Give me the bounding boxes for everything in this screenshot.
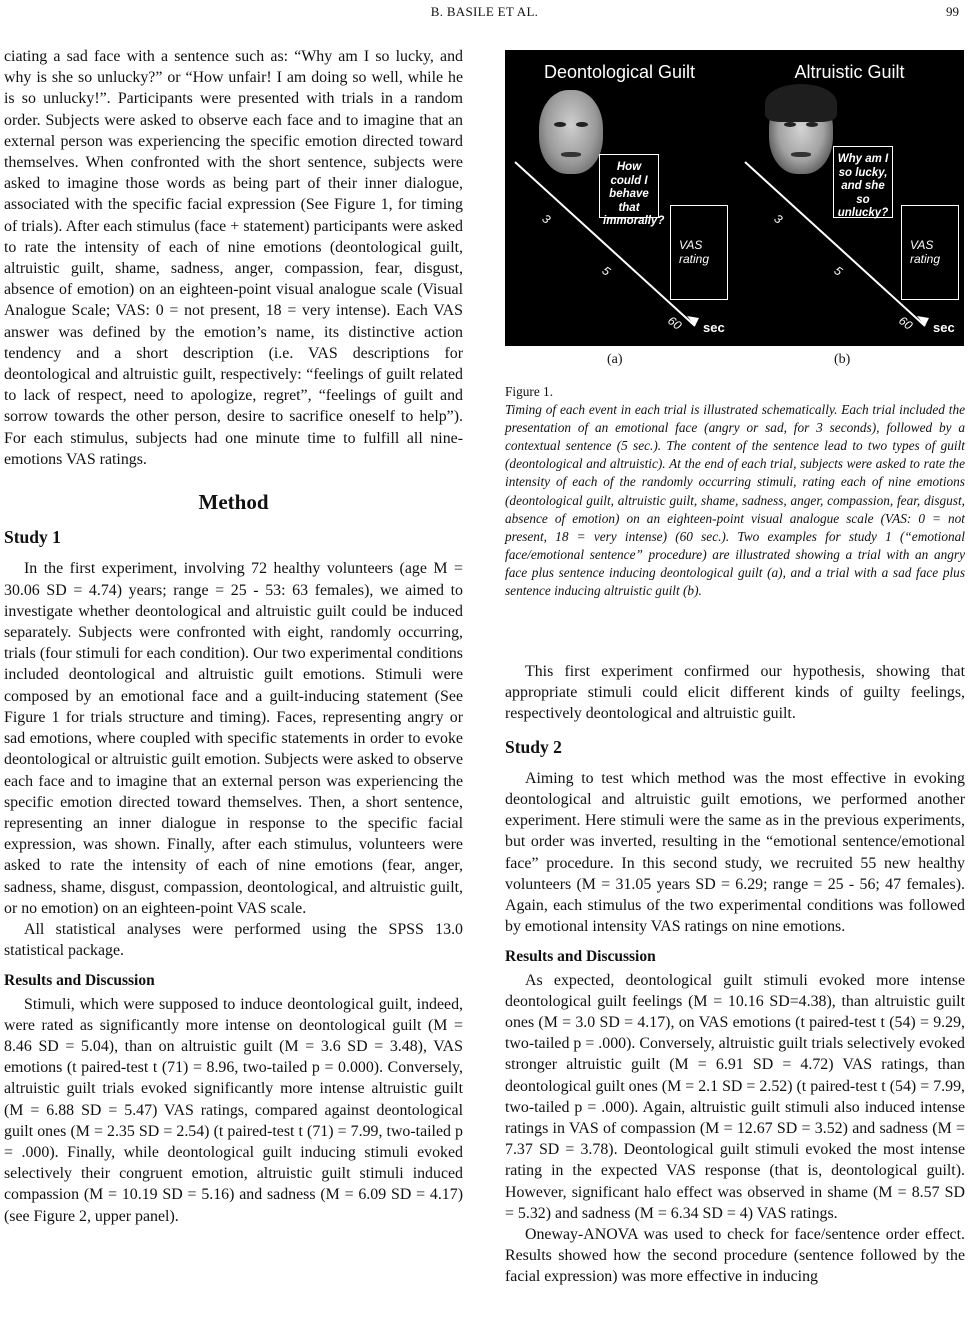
figure-panel-b: [735, 50, 964, 346]
label-b: (b): [834, 352, 851, 367]
panel-b-title: Altruistic Guilt: [794, 62, 905, 82]
results1-paragraph: Stimuli, which were supposed to induce deontological guilt, indeed, were rated as significantly more intense on deontological guilt (M = 8.46 SD = 5.04), than on altruistic guilt (M = 3.6 SD = 3.48), VAS emotions (t paired-test t (71) = 8.96, two-tailed p = 0.000). Conversely, altruistic guilt trials evoked significantly more intense altruistic guilt (M = 6.88 SD = 5.47) VAS ratings, compared against deontological guilt ones (M = 2.35 SD = 2.54) (t paired-test t (71) = 7.99, two-tailed p = .000). Finally, while deontological guilt inducing stimuli evoked selectively their congruent emotion, altruistic guilt stimuli induced compassion (M = 10.19 SD = 5.16) and sadness (M = 6.09 SD = 4.17) (see Figure 2, upper panel).: [4, 995, 463, 1225]
panel-a-sentence-box: How could I behave that immorally?: [599, 154, 659, 218]
study2-heading: Study 2: [505, 736, 562, 757]
panel-b-tick-3: 3: [771, 211, 786, 227]
panel-a-tick-5: 5: [599, 263, 614, 279]
left-column: [4, 46, 463, 1227]
study1-heading: Study 1: [4, 527, 61, 548]
study1-paragraph-2: All statistical analyses were performed using the SPSS 13.0 statistical package.: [4, 920, 463, 960]
study1-paragraph-1: In the first experiment, involving 72 healthy volunteers (age M = 30.06 SD = 4.74) years; range = 25 - 53: 63 females), we aimed to investigate whether deontological and altruistic guilt could be induced separately. Subjects were confronted with eight, randomly occurring, trials (four stimuli for each condition). Our two experimental conditions included deontological and altruistic guilt emotions. Stimuli were composed by an emotional face and a guilt-inducing statement (See Figure 1 for trials structure and timing). Faces, representing angry or sad emotions, where coupled with specific statements in order to evoke deontological or altruistic guilt emotion. Subjects were asked to observe each face and to imagine that an external person was experiencing the specific emotion directed toward themselves. Then, a short sentence, representing an inner dialogue in response to the specific facial expression, was shown. Finally, after each stimulus, volunteers were asked to rate the intensity of each of nine emotions (fear, anger, sadness, shame, disgust, compassion, deontological, and altruistic guilt, or no emotion) on an eighteen-point VAS scale.: [4, 560, 463, 917]
results2-paragraph-2: Oneway-ANOVA was used to check for face/sentence order effect. Results showed how the second procedure (sentence followed by the facial expression) was more effective in inducing: [505, 1226, 965, 1286]
panel-b-tick-60: 60: [896, 313, 916, 333]
figure-1: [505, 50, 964, 346]
panel-a-tick-3: 3: [539, 211, 554, 227]
intro-paragraph: ciating a sad face with a sentence such as: “Why am I so lucky, and why is she so unlucky?” or “How unfair! I am doing so well, while he is so unlucky!”. Participants were presented with trials in a random order. Subjects were asked to observe each face and to imagine that an external person was experiencing the specific emotion directed toward themselves. When confronted with the short sentence, subjects were asked to imagine those words as being part of their inner dialogue, associated with the specific facial expression (See Figure 1, for timing of trials). After each stimulus (face + statement) participants were asked to rate the intensity of each of nine emotions (deontological guilt, altruistic guilt, shame, sadness, anger, compassion, fear, disgust, absence of emotion) on an eighteen-point visual analogue scale (Visual Analogue Scale; VAS: 0 = not present, 18 = very intense). Each VAS answer was defined by the emotion’s name, its distinctive action tendency and a short description (i.e. VAS descriptions for deontological and altruistic guilt, respectively: “feelings of guilt related to lack of respect, need to apologize, regret”, “feelings of guilt and sorrow towards the other person, desire to sacrifice oneself to help”). For each stimulus, subjects had one minute time to fulfill all nine-emotions VAS ratings.: [4, 48, 463, 468]
running-header: [0, 2, 969, 22]
method-heading: Method: [198, 490, 269, 515]
results1-heading: Results and Discussion: [4, 972, 155, 990]
label-a: (a): [607, 352, 623, 367]
page-number: 99: [946, 4, 959, 19]
panel-a-sec-label: sec: [703, 320, 725, 335]
panel-b-sentence-box: Why am I so lucky, and she so unlucky?: [833, 146, 893, 218]
caption-text: Timing of each event in each trial is illustrated schematically. Each trial included the presentation of an emotional face (angry or sad, for 3 seconds), followed by a contextual sentence (5 sec.). The content of the sentence lead to two types of guilt (deontological and altruistic). At the end of each trial, subjects were asked to rate the intensity of each of the randomly occurring stimuli, rating each of nine emotions (deontological guilt, altruistic guilt, shame, sadness, anger, compassion, fear, disgust, absence of emotion) on an eighteen-point visual analogue scale (VAS: 0 = not present, 18 = very intense) (60 sec.). Two examples for study 1 (“emotional face/emotional sentence” procedure) are illustrated showing a trial with an angry face plus sentence inducing deontological guilt (a), and a trial with a sad face plus sentence inducing altruistic guilt (b).: [505, 402, 965, 599]
conclusion-paragraph: This first experiment confirmed our hypothesis, showing that appropriate stimuli could elicit different kinds of guilty feelings, respectively deontological and altruistic guilt.: [505, 663, 965, 723]
header-authors: B. BASILE ET AL.: [430, 4, 539, 19]
panel-b-vas-box: VAS rating: [901, 205, 959, 300]
figure-panel-a: [505, 50, 734, 346]
panel-a-tick-60: 60: [665, 313, 685, 333]
study2-paragraph: Aiming to test which method was the most effective in evoking deontological and altruistic guilt emotions, we performed another experiment. Here stimuli were the same as in the previous experiments, but order was inverted, resulting in the “emotional sentence/emotional face” procedure. In this second study, we recruited 55 new healthy volunteers (M = 31.05 years SD = 6.29; range = 25 - 56; 47 females). Again, each stimulus of the two experimental conditions was followed by emotional intensity VAS ratings on nine emotions.: [505, 769, 965, 936]
results2-paragraph-1: As expected, deontological guilt stimuli evoked more intense deontological guilt feelings (M = 10.16 SD=4.38), than altruistic guilt ones (M = 3.0 SD = 4.17), on VAS emotions (t paired-test t (54) = 9.29, two-tailed p = .000). Conversely, altruistic guilt trials selectively evoked stronger altruistic guilt (M = 6.91 SD = 4.72) VAS ratings, than deontological guilt ones (M = 2.1 SD = 2.52) (t paired-test t (54) = 7.99, two-tailed p = .000). Again, altruistic guilt stimuli also induced intense ratings in VAS of compassion (M = 12.67 SD = 3.52) and sadness (M = 7.37 SD = 3.78). Deontological guilt stimuli evoked the most intense rating in the expected VAS response (that is, deontological guilt). However, significant halo effect was observed in shame (M = 8.57 SD = 5.32) and sadness (M = 6.34 SD = 4) VAS ratings.: [505, 971, 965, 1222]
figure-caption: [505, 383, 965, 600]
right-column: [505, 661, 965, 1288]
panel-a-title: Deontological Guilt: [543, 62, 696, 82]
caption-label: Figure 1.: [505, 384, 554, 399]
panel-b-tick-5: 5: [831, 263, 846, 279]
panel-a-vas-box: VAS rating: [670, 205, 728, 300]
results2-heading: Results and Discussion: [505, 948, 656, 966]
panel-b-sec-label: sec: [933, 320, 955, 335]
